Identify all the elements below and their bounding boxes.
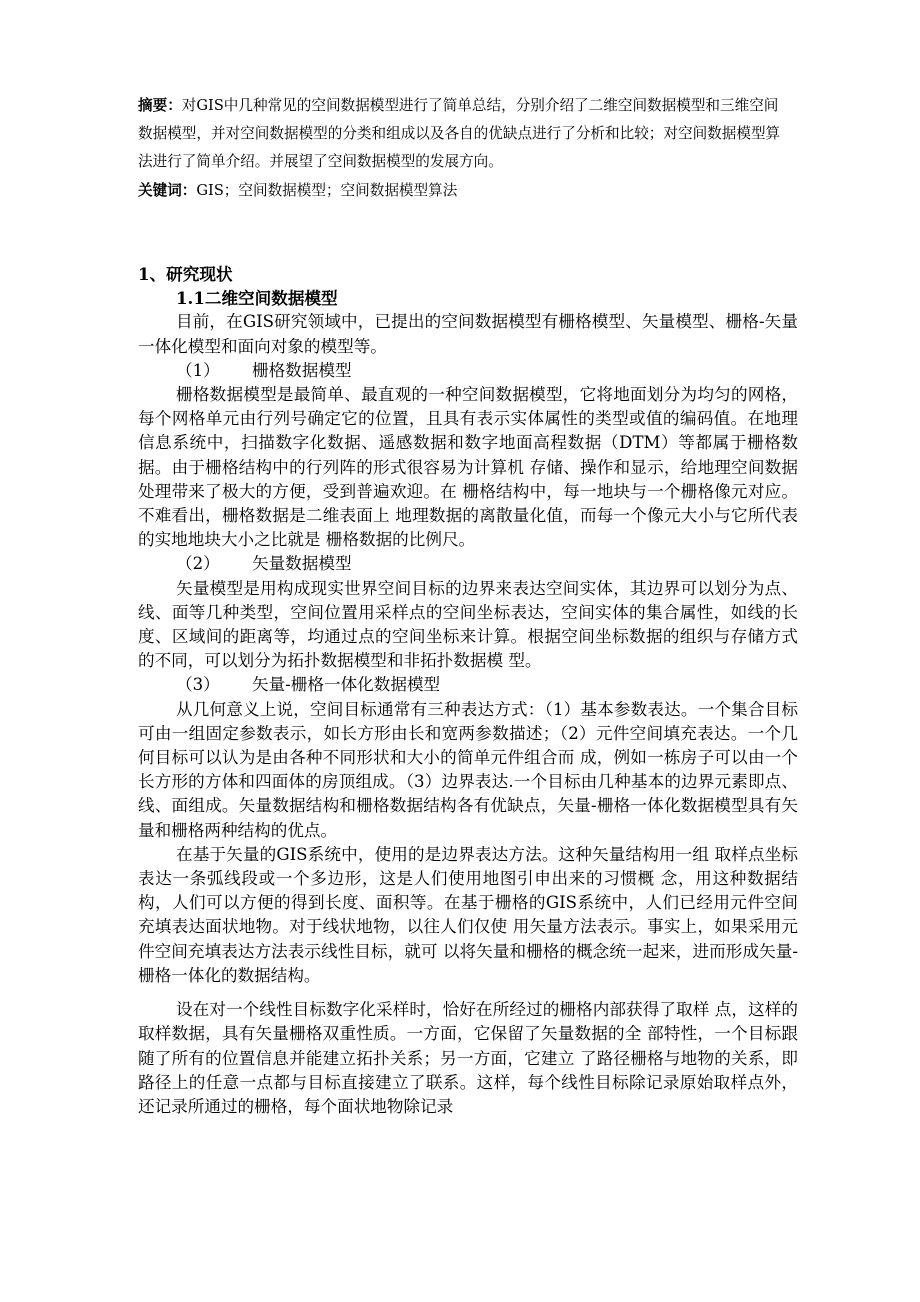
item-title: 矢量数据模型 — [252, 554, 352, 574]
item-title: 栅格数据模型 — [252, 360, 352, 380]
item-title: 矢量-栅格一体化数据模型 — [252, 675, 441, 695]
abstract-label: 摘要： — [138, 97, 182, 114]
body-content — [138, 262, 798, 1119]
item-heading — [176, 359, 798, 383]
paragraph: 在基于矢量的GIS系统中，使用的是边界表达方法。这种矢量结构用一组 取样点坐标表达一条弧线段或一个多边形，这是人们使用地图引申出来的习惯概 念，用这种数据结构，人们可以方便的得到长度、面积等。在基于栅格的GIS系统中，人们已经用元件空间充填表达面状地物。对于线状地物，以往人们仅使 用矢量方法表示。事实上，如果采用元件空间充填表达方法表示线性目标，就可 以将矢量和栅格的概念统一起来，进而形成矢量-栅格一体化的数据结构。 — [138, 844, 798, 985]
section-title: 1、研究现状 — [138, 264, 233, 284]
item-number: （3） — [176, 675, 220, 695]
paragraph: 设在对一个线性目标数字化采样时，恰好在所经过的栅格内部获得了取样 点，这样的取样数据，具有矢量栅格双重性质。一方面，它保留了矢量数据的全 部特性，一个目标跟随了所有的位置信息并能建立拓扑关系；另一方面，它建立 了路径栅格与地物的关系，即路径上的任意一点都与目标直接建立了联系。这样，每个线性目标除记录原始取样点外，还记录所通过的栅格，每个面状地物除记录 — [138, 1000, 798, 1116]
keywords-text: GIS；空间数据模型；空间数据模型算法 — [196, 182, 458, 199]
item-heading — [176, 552, 798, 576]
keywords-label: 关键词： — [138, 182, 197, 199]
paragraph: 矢量模型是用构成现实世界空间目标的边界来表达空间实体，其边界可以划分为点、线、面等几种类型，空间位置用采样点的空间坐标表达，空间实体的集合属性，如线的长度、区域间的距离等，均通过点的空间坐标来计算。根据空间坐标数据的组织与存储方式的不同，可以划分为拓扑数据模型和非拓扑数据模 型。 — [138, 578, 798, 671]
abstract-text: 对GIS中几种常见的空间数据模型进行了简单总结，分别介绍了二维空间数据模型和三维空间数据模型，并对空间数据模型的分类和组成以及各自的优缺点进行了分析和比较；对空间数据模型算法进行了简单介绍。并展望了空间数据模型的发展方向。 — [138, 97, 781, 170]
paragraph: 从几何意义上说，空间目标通常有三种表达方式：（1）基本参数表达。一个集合目标可由一组固定参数表示，如长方形由长和宽两参数描述；（2）元件空间填充表达。一个几何目标可以认为是由各种不同形状和大小的简单元件组合而 成，例如一栋房子可以由一个长方形的方体和四面体的房顶组成。（3）边界表达.一个目标由几种基本的边界元素即点、线、面组成。矢量数据结构和栅格数据结构各有优缺点，矢量-栅格一体化数据模型具有矢量和栅格两种结构的优点。 — [138, 699, 798, 840]
item-heading — [176, 673, 798, 697]
item-number: （2） — [176, 554, 220, 574]
item-number: （1） — [176, 360, 220, 380]
intro-paragraph: 目前，在GIS研究领域中，已提出的空间数据模型有栅格模型、矢量模型、栅格-矢量一体化模型和面向对象的模型等。 — [138, 312, 798, 356]
subsection-title: 1.1二维空间数据模型 — [176, 288, 338, 309]
paragraph: 栅格数据模型是最简单、最直观的一种空间数据模型，它将地面划分为均匀的网格，每个网格单元由行列号确定它的位置，且具有表示实体属性的类型或值的编码值。在地理信息系统中，扫描数字化数据、遥感数据和数字地面高程数据（DTM）等都属于栅格数据。由于栅格结构中的行列阵的形式很容易为计算机 存储、操作和显示，给地理空间数据处理带来了极大的方便，受到普遍欢迎。在 栅格结构中，每一地块与一个栅格像元对应。不难看出，栅格数据是二维表面上 地理数据的离散量化值，而每一个像元大小与它所代表的实地地块大小之比就是 栅格数据的比例尺。 — [138, 385, 798, 550]
abstract — [138, 92, 788, 176]
keywords — [138, 177, 788, 205]
